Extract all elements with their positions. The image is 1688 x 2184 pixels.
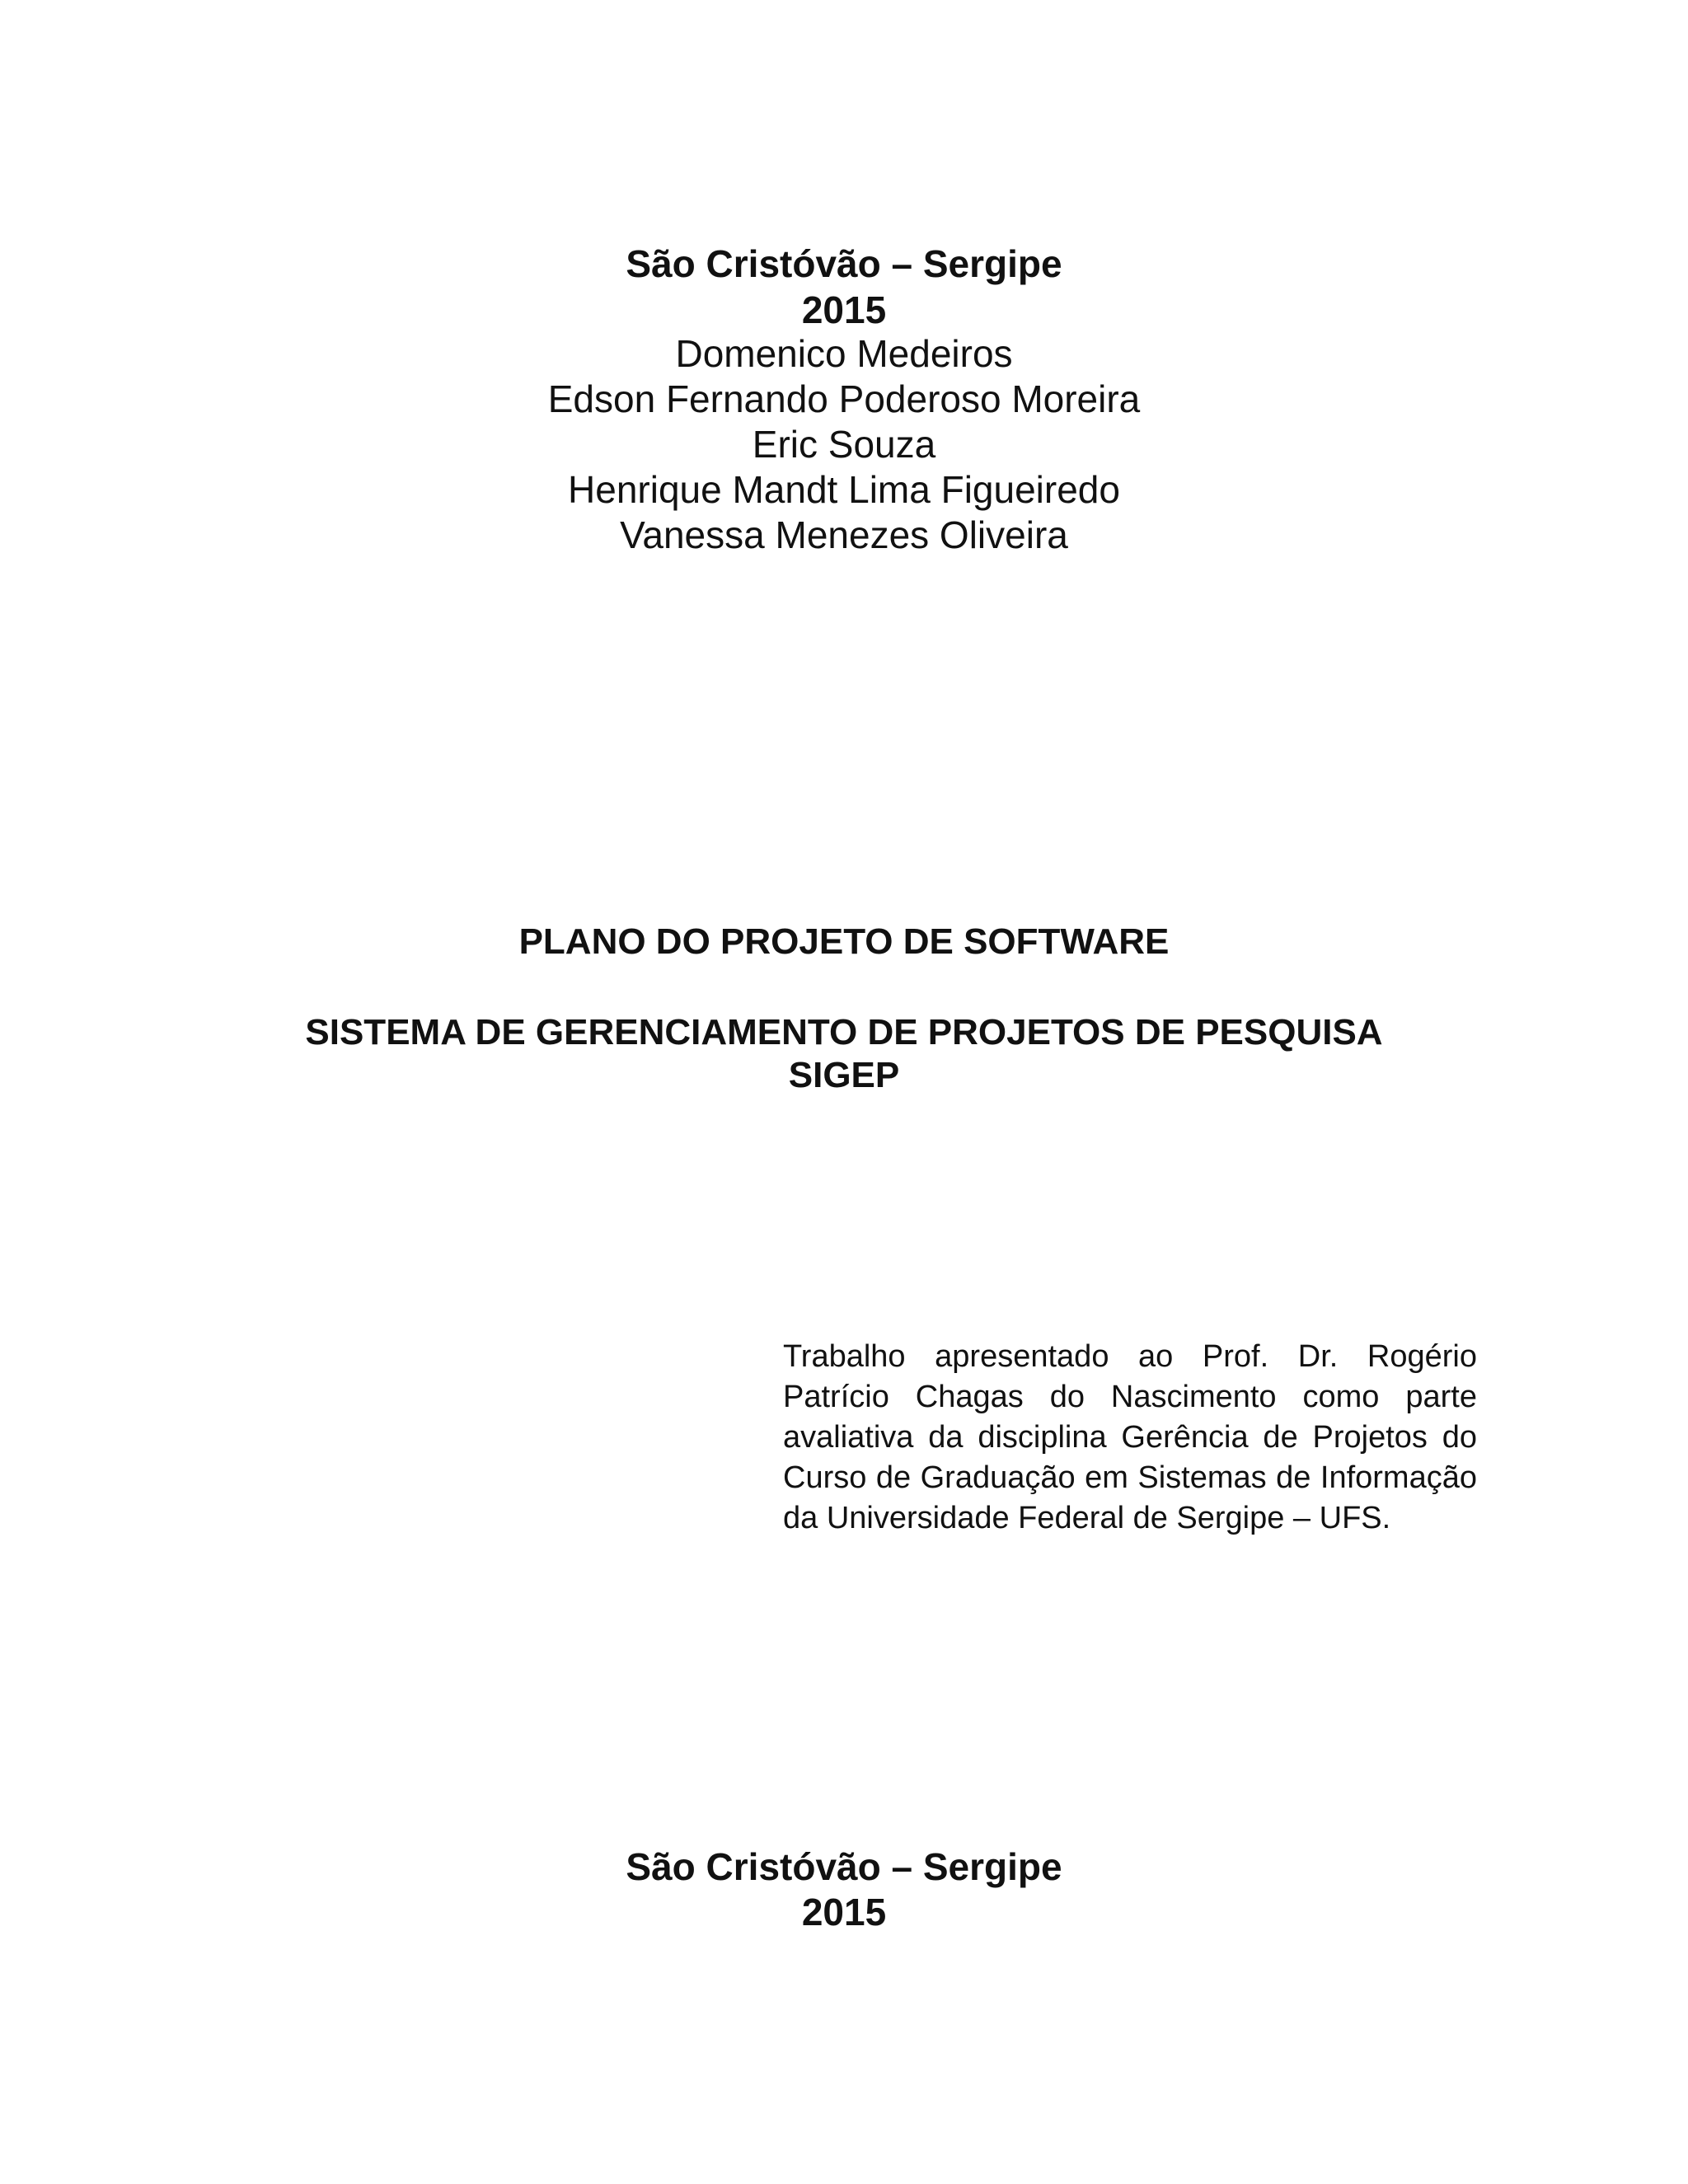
header-year: 2015 bbox=[801, 288, 887, 331]
footer-block bbox=[0, 1844, 1688, 1935]
document-subtitle-line2: SIGEP bbox=[788, 1055, 900, 1095]
document-subtitle-block bbox=[0, 1011, 1688, 1097]
header-block bbox=[0, 241, 1688, 333]
author-name: Vanessa Menezes Oliveira bbox=[620, 513, 1068, 556]
author-name: Eric Souza bbox=[752, 423, 936, 466]
author-name: Henrique Mandt Lima Figueiredo bbox=[568, 468, 1120, 511]
footer-location: São Cristóvão – Sergipe bbox=[626, 1845, 1062, 1888]
footer-year: 2015 bbox=[801, 1891, 887, 1933]
document-title: PLANO DO PROJETO DE SOFTWARE bbox=[518, 921, 1170, 962]
header-location: São Cristóvão – Sergipe bbox=[626, 242, 1062, 285]
document-title-block bbox=[0, 920, 1688, 964]
document-subtitle-line1: SISTEMA DE GERENCIAMENTO DE PROJETOS DE PESQUISA bbox=[305, 1012, 1383, 1052]
author-name: Edson Fernando Poderoso Moreira bbox=[547, 377, 1141, 420]
authors-list bbox=[0, 331, 1688, 558]
author-name: Domenico Medeiros bbox=[675, 332, 1013, 375]
work-description: Trabalho apresentado ao Prof. Dr. Rogério Patrício Chagas do Nascimento como parte avaliativa da disciplina Gerência de Projetos do Curso de Graduação em Sistemas de Informação da Universidade Federal de Sergipe – UFS. bbox=[783, 1339, 1477, 1535]
